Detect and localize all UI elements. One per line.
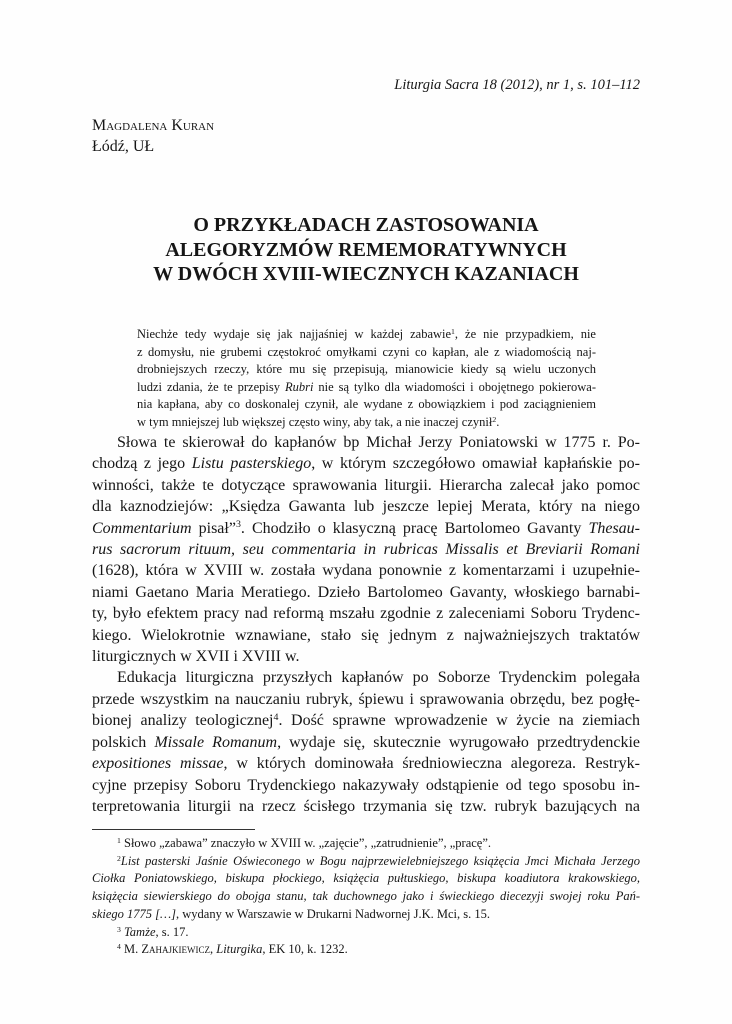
author-name: Magdalena Kuran — [92, 117, 215, 134]
body-line — [92, 432, 640, 453]
text-run: nia kapłana, aby co doskonalej czynił, ale wydane z obowiązkiem i pod zaciągnieniem — [137, 397, 596, 412]
footnote-ref: 1 — [451, 326, 455, 336]
body-line — [92, 560, 640, 581]
footnote-line — [92, 924, 640, 942]
text-run: winności, także te dotyczące sprawowania liturgii. Hierarcha zalecał jako pomoc — [92, 476, 640, 494]
text-run: . — [496, 414, 500, 429]
text-run: M. — [120, 942, 142, 957]
text-run: , że nie przypadkiem, nie — [454, 327, 596, 341]
body-paragraph — [92, 667, 640, 817]
author-block — [92, 115, 492, 157]
author-affiliation: Łódź, UŁ — [92, 138, 155, 155]
italic-text: Rubri — [284, 379, 314, 394]
footnote-line — [92, 888, 640, 906]
italic-text: Listu pasterskiego — [191, 455, 312, 473]
text-run: , wydaje się, skutecznie wyrugowało przedtrydenckie — [277, 733, 641, 751]
title-line: ALEGORYZMÓW REMEMORATYWNYCH — [165, 238, 567, 261]
body-line — [92, 475, 640, 496]
text-run: kiego. Wielokrotnie wznawiane, stało się jednym z najważniejszych traktatów — [92, 626, 640, 644]
text-run: w tym mniejszej lub większej często winy, aby tak, a nie inaczej czynił — [137, 414, 493, 429]
text-run: przede wszystkim na nauczaniu rubryk, śpiewu i sprawowania obrzędu, bez pogłę- — [92, 690, 640, 708]
footnote — [92, 941, 640, 959]
footnote-line — [92, 835, 640, 853]
text-run: liturgicznych w XVII i XVIII w. — [92, 648, 300, 666]
text-run: dla kaznodziejów: „Księdza Gawanta lub jeszcze lepiej Merata, który na niego — [92, 498, 640, 516]
text-run: Niechże tedy wydaje się jak najjaśniej w każdej zabawie — [137, 327, 452, 341]
footnote-ref: 2 — [117, 853, 121, 863]
italic-text: Missale Romanum — [154, 733, 278, 751]
italic-text: expositiones missae — [92, 755, 224, 773]
epigraph-line — [137, 344, 596, 362]
small-caps-text: Zahajkiewicz — [141, 942, 210, 957]
body-line — [92, 646, 640, 667]
text-run: . Dość sprawne wprowadzenie w życie na ziemiach — [278, 712, 640, 730]
text-run: ludzi zdania, że te przepisy — [137, 379, 285, 394]
epigraph-line — [137, 361, 596, 379]
footnote — [92, 924, 640, 942]
text-run: , — [210, 942, 217, 957]
italic-text: List pasterski Jaśnie Oświeconego w Bogu najprzewielebniejszego książęcia Jmci Michała Jerzego — [120, 853, 640, 868]
body-line — [92, 710, 640, 731]
italic-text: Tamże — [124, 924, 156, 939]
epigraph-line — [137, 326, 596, 344]
text-run: (1628), która w XVIII w. została wydana ponownie z komentarzami i uzupełnie- — [92, 562, 640, 580]
body-line — [92, 453, 640, 474]
text-run: , EK 10, k. 1232. — [262, 942, 348, 957]
text-run: drobniejszych rzeczy, które mu się przepisują, mianowicie kiedy są wielu uczonych — [137, 362, 596, 377]
italic-text: Commentarium — [92, 519, 192, 537]
footnote — [92, 853, 640, 924]
footnote-ref: 3 — [117, 924, 121, 934]
body-line — [92, 732, 640, 753]
text-run: . Chodziło o klasyczną pracę Bartolomeo Gavanty — [240, 519, 589, 537]
body-line — [92, 689, 640, 710]
body-line — [92, 582, 640, 603]
body-line — [92, 753, 640, 774]
footnote-ref: 2 — [492, 414, 497, 424]
article-title — [92, 213, 640, 287]
text-run: niami Gaetano Maria Meratiego. Dzieło Bartolomeo Gavanty, włoskiego barnabi- — [92, 583, 640, 601]
body-line — [92, 518, 640, 539]
body-line — [92, 796, 640, 817]
text-run: terpretowania liturgii na rzecz ścisłego trzymania się tzw. rubryk bazujących na — [92, 797, 640, 815]
body-line — [92, 625, 640, 646]
text-run: z domysłu, nie grubemi częstokroć omyłkami czyni co kapłan, ale z wiadomością naj- — [137, 344, 596, 359]
body-line — [92, 667, 640, 688]
italic-text: rus sacrorum rituum, seu commentaria in rubricas Missalis et Breviarii Romani — [92, 541, 640, 559]
footnote-ref: 4 — [117, 942, 121, 952]
text-run: bionej analizy teologicznej — [92, 712, 274, 730]
text-run: pisał” — [191, 519, 236, 537]
italic-text: Ciołka Poniatowskiego, biskupa płockiego, książęcia pułtuskiego, biskupa koadiutora krakowskiego, — [92, 871, 640, 886]
text-run: Słowa te skierował do kapłanów bp Michał Jerzy Poniatowski w 1775 r. Po- — [117, 434, 640, 451]
text-run: , w którym szczegółowo omawiał kapłańskie po- — [311, 455, 641, 473]
text-run: cyjne przepisy Soboru Trydenckiego nakazywały odstąpienie od tego sposobu in- — [92, 776, 640, 794]
body-line — [92, 496, 640, 517]
footnote-line — [92, 853, 640, 871]
epigraph-line — [137, 379, 596, 397]
epigraph — [137, 326, 596, 432]
footnote-ref: 3 — [235, 519, 241, 531]
footnote-line — [92, 870, 640, 888]
article-body — [92, 432, 640, 817]
epigraph-line — [137, 414, 596, 432]
text-run: , w których dominowała średniowieczna alegoreza. Restryk- — [223, 755, 640, 773]
footnote-line — [92, 941, 640, 959]
title-line: O PRZYKŁADACH ZASTOSOWANIA — [193, 214, 539, 236]
footnote-line — [92, 906, 640, 924]
footnotes — [92, 835, 640, 959]
epigraph-line — [137, 396, 596, 414]
body-line — [92, 539, 640, 560]
title-line: W DWÓCH XVIII-WIECZNYCH KAZANIACH — [153, 263, 579, 286]
text-run: , s. 17. — [155, 924, 189, 939]
body-line — [92, 775, 640, 796]
italic-text: Thesau- — [588, 519, 640, 537]
footnote-ref: 1 — [117, 835, 121, 845]
footnote-separator — [92, 829, 255, 830]
body-paragraph — [92, 432, 640, 667]
footnote — [92, 835, 640, 853]
text-run: Edukacja liturgiczna przyszłych kapłanów po Soborze Trydenckim polegała — [117, 669, 640, 687]
italic-text: książęcia siewierskiego do obojga stanu, tak duchownego jako i świeckiego diecezyji swojej roku Pań- — [92, 889, 640, 904]
text-run: nie są tylko dla wiadomości i obojętnego pokierowa- — [313, 379, 596, 394]
text-run: Słowo „zabawa” znaczyło w XVIII w. „zajęcie”, „zatrudnienie”, „pracę”. — [120, 836, 492, 850]
text-run: chodzą z jego — [92, 455, 192, 473]
italic-text: Liturgika — [216, 942, 263, 957]
text-run: ty, było efektem pracy nad reformą mszału zgodnie z zaleceniami Soboru Trydenc- — [92, 605, 640, 623]
journal-header: Liturgia Sacra 18 (2012), nr 1, s. 101–112 — [394, 77, 640, 93]
body-line — [92, 603, 640, 624]
italic-text: skiego 1775 […] — [92, 906, 177, 921]
text-run: , wydany w Warszawie w Drukarni Nadwornej J.K. Mci, s. 15. — [176, 906, 491, 921]
footnote-ref: 4 — [273, 712, 279, 724]
text-run: polskich — [92, 733, 155, 751]
